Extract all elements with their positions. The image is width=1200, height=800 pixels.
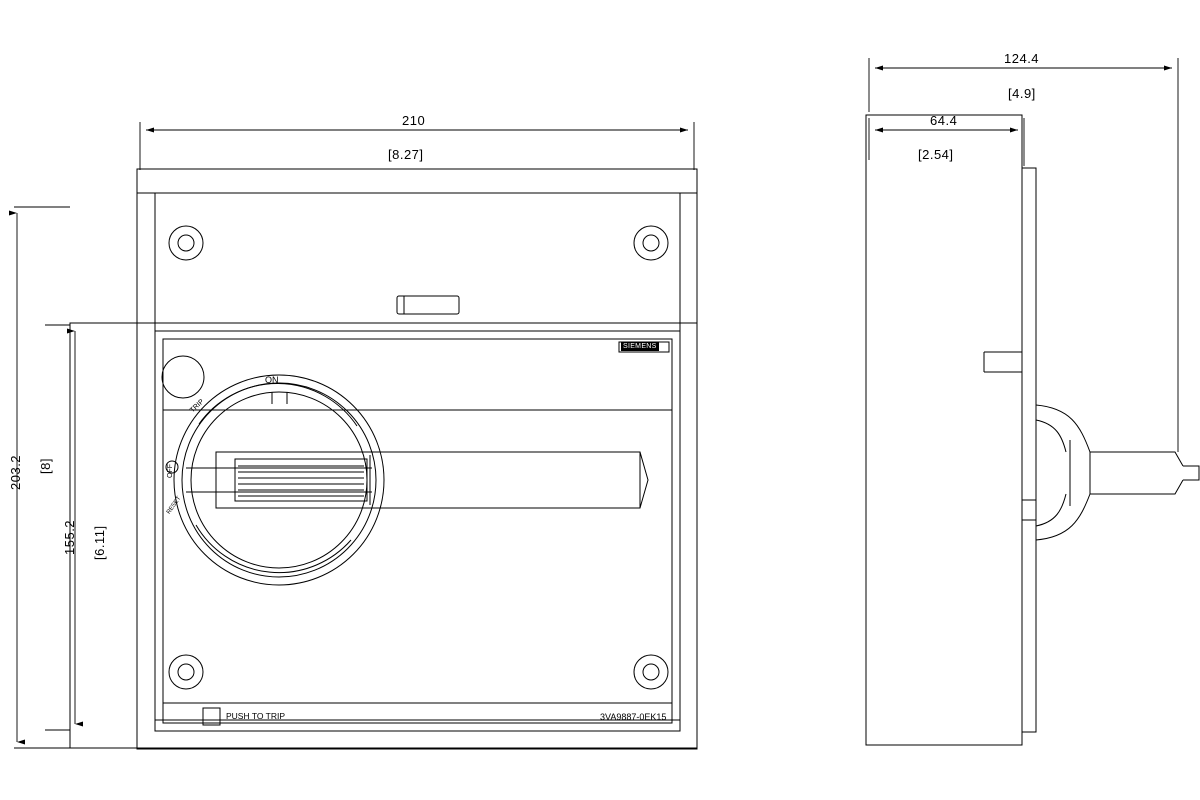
- dimension-height-plate-inch: [6.11]: [92, 525, 107, 560]
- dimension-depth-body-mm: 64.4: [930, 113, 958, 128]
- handle-position-reset-label: RESET: [166, 495, 183, 516]
- dimension-lines: [14, 58, 1178, 748]
- front-view-group: [70, 169, 697, 749]
- handle-position-on-label: ON: [265, 375, 279, 385]
- dimension-height-overall-inch: [8]: [38, 458, 53, 474]
- dimension-depth-overall-mm: 124.4: [1004, 51, 1040, 66]
- dimension-depth-body-inch: [2.54]: [918, 147, 954, 162]
- dimension-width-front-mm: 210: [402, 113, 426, 128]
- handle-position-trip-label: TRIP: [189, 398, 206, 415]
- dimension-height-plate-mm: 155.2: [62, 519, 77, 555]
- brand-label: SIEMENS: [623, 343, 657, 350]
- push-to-trip-label: PUSH TO TRIP: [226, 711, 286, 721]
- side-view-group: [866, 115, 1199, 745]
- handle-position-off-label: OFF: [167, 464, 174, 478]
- dimension-depth-overall-inch: [4.9]: [1008, 86, 1036, 101]
- part-number-label: 3VA9887-0EK15: [600, 712, 667, 722]
- dimension-height-overall-mm: 203.2: [8, 454, 23, 490]
- dimension-width-front-inch: [8.27]: [388, 147, 424, 162]
